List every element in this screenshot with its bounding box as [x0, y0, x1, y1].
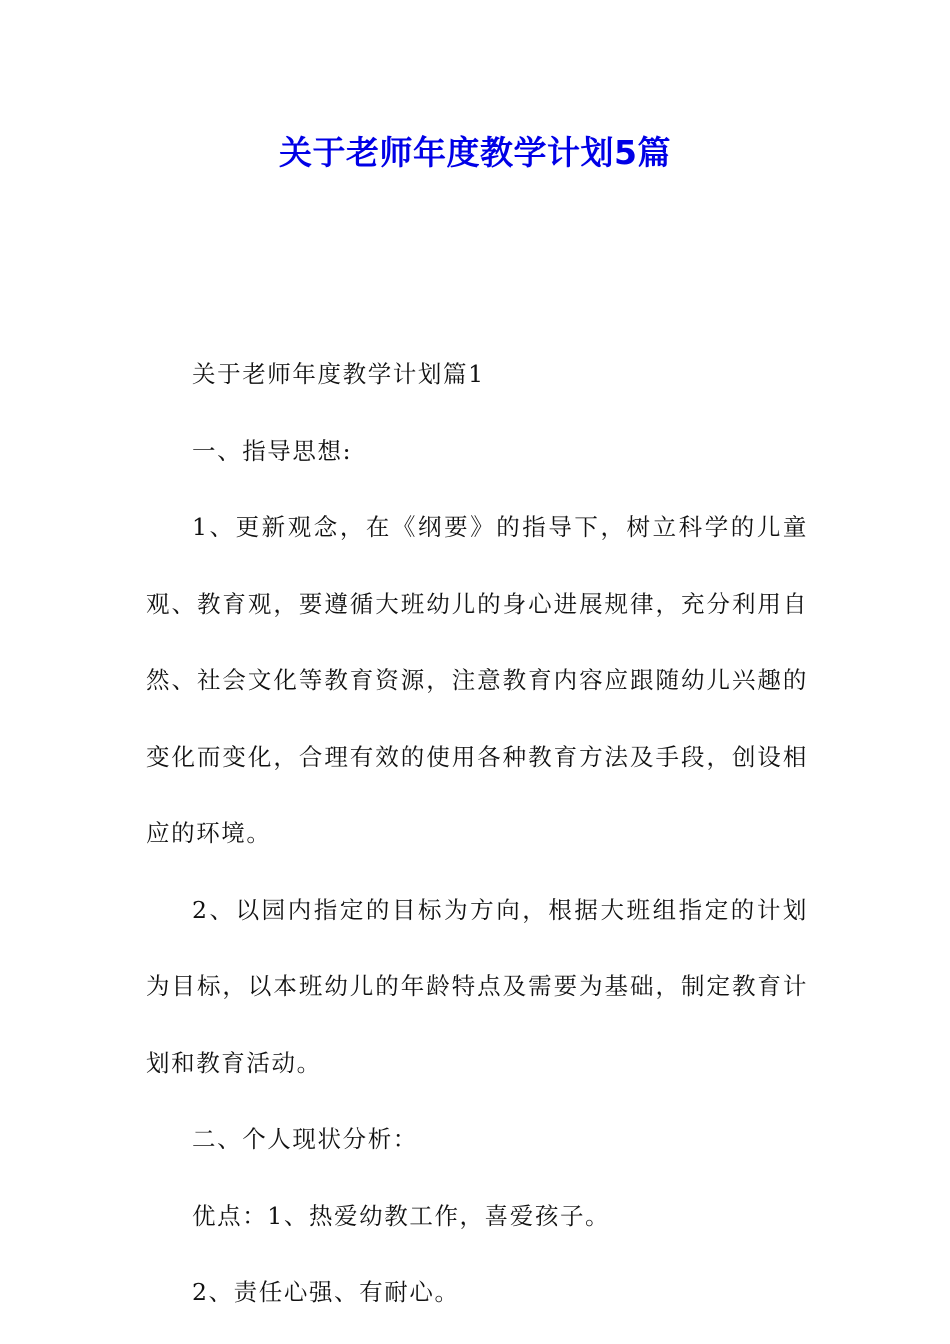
paragraph-2: 2、以园内指定的目标为方向，根据大班组指定的计划为目标，以本班幼儿的年龄特点及需要为基础，制定教育计划和教育活动。: [146, 895, 808, 1077]
section-heading: 关于老师年度教学计划篇1: [192, 360, 485, 388]
paragraph-1: 1、更新观念，在《纲要》的指导下，树立科学的儿童观、教育观，要遵循大班幼儿的身心进展规律，充分利用自然、社会文化等教育资源，注意教育内容应跟随幼儿兴趣的变化而变化，合理有效的使用各种教育方法及手段，创设相应的环境。: [146, 513, 808, 847]
document-title: 关于老师年度教学计划5篇: [279, 133, 671, 172]
document-body: [146, 336, 808, 1331]
subheading-guiding-ideas: 一、指导思想:: [192, 436, 353, 465]
paragraph-strengths: 优点：1、热爱幼教工作，喜爱孩子。: [192, 1201, 611, 1230]
subheading-status-analysis: 二、个人现状分析：: [192, 1125, 418, 1153]
paragraph-responsibility: 2、责任心强、有耐心。: [192, 1278, 460, 1306]
